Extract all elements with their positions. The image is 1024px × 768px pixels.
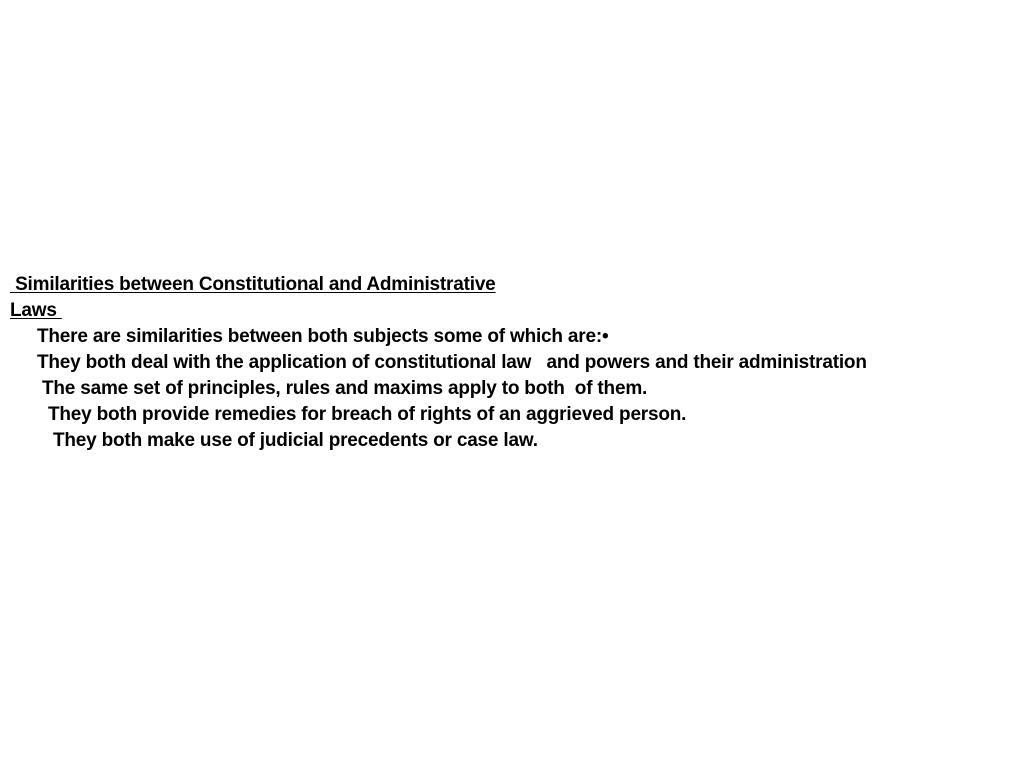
slide-title-line-2: Laws [10,300,62,321]
point-1: They both deal with the application of constitutional law and powers and their administration [37,352,867,373]
point-2: The same set of principles, rules and maxims apply to both of them. [42,378,648,399]
slide-title-line-1: Similarities between Constitutional and Administrative [10,274,496,295]
point-4: They both make use of judicial precedents or case law. [53,430,538,451]
point-3: They both provide remedies for breach of rights of an aggrieved person. [48,404,687,425]
text-block [10,272,1020,454]
intro-text: There are similarities between both subjects some of which are:• [37,326,609,347]
